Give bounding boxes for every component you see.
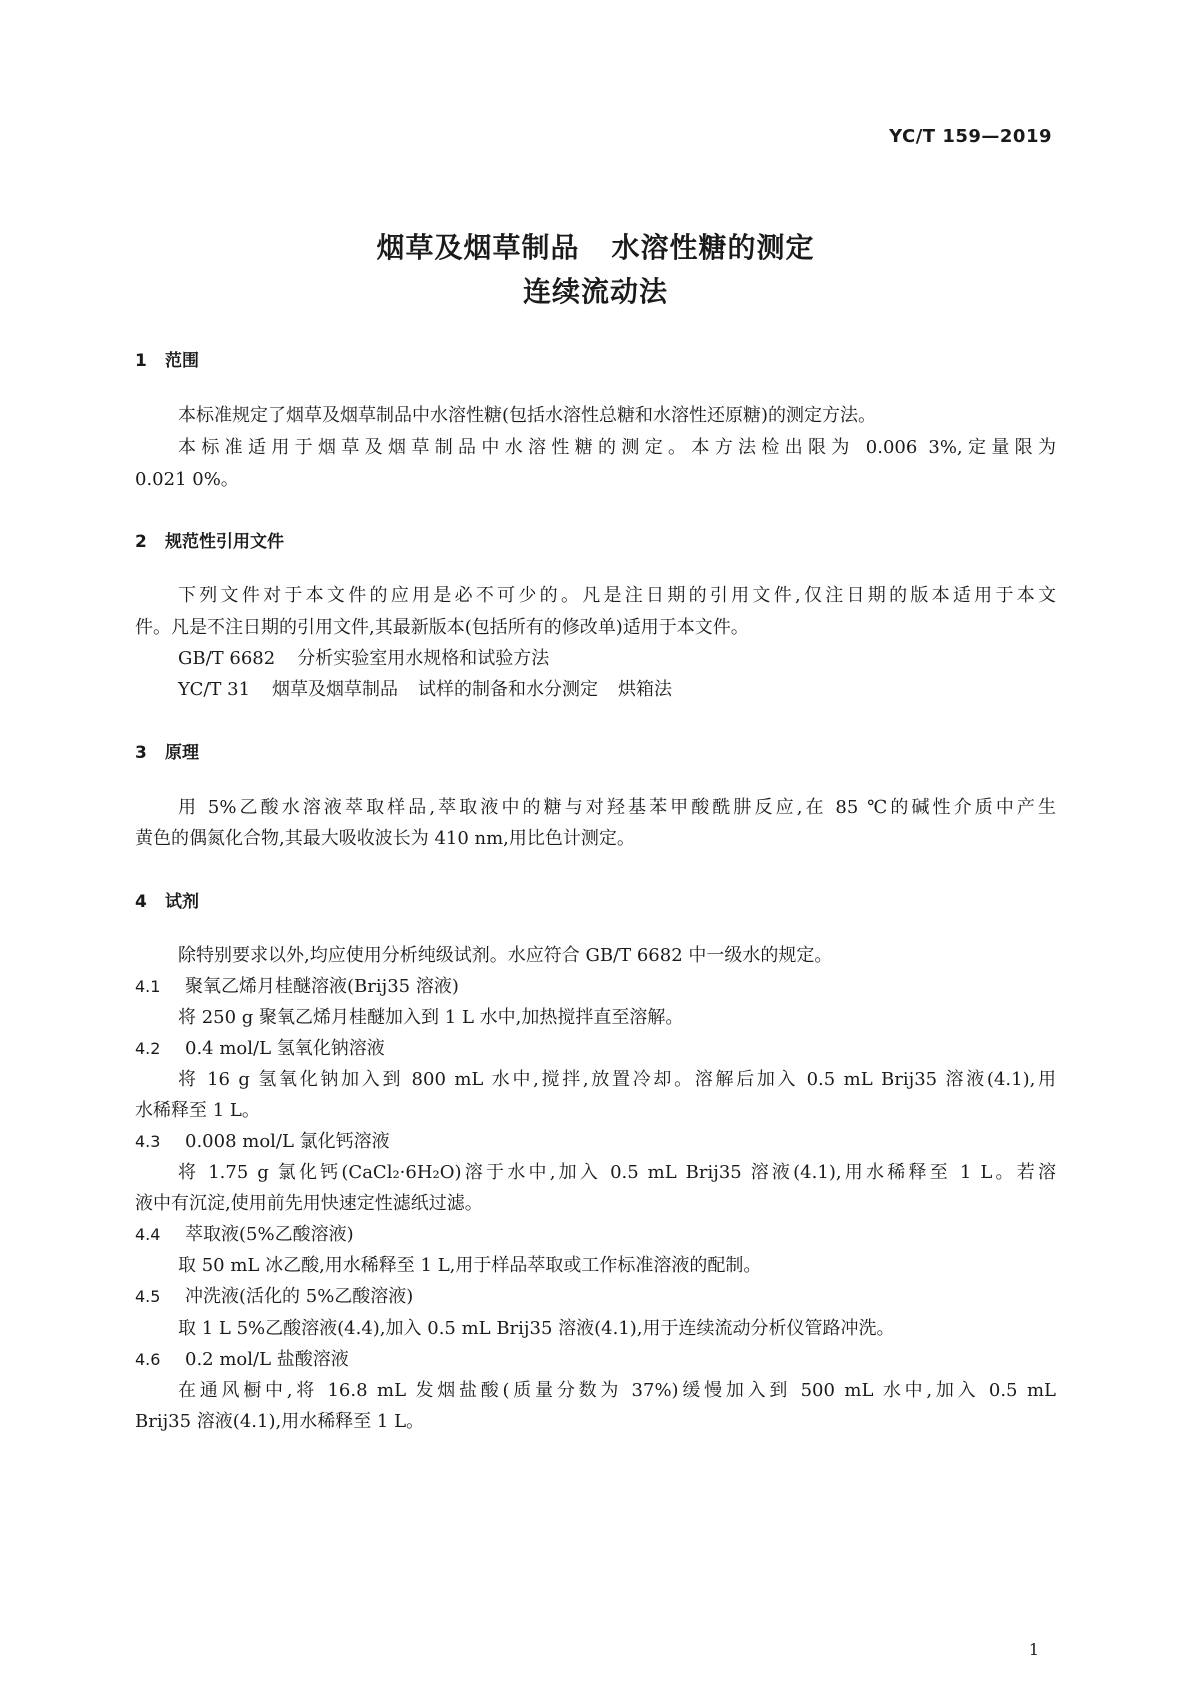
section-number: 1 <box>135 351 147 371</box>
normative-reference <box>178 648 549 670</box>
title-part2: 水溶性糖的测定 <box>611 231 815 264</box>
clause-title: 0.4 mol/L 氢氧化钠溶液 <box>185 1038 385 1059</box>
section-title: 试剂 <box>165 892 199 912</box>
section-number: 2 <box>135 532 147 552</box>
paragraph: 将 16 g 氢氧化钠加入到 800 mL 水中,搅拌,放置冷却。溶解后加入 0.5 mL Brij35 溶液(4.1),用 <box>178 1069 1056 1090</box>
clause-heading-4-3 <box>135 1131 390 1153</box>
paragraph: 0.021 0%。 <box>135 469 239 490</box>
section-title: 范围 <box>165 351 199 371</box>
standard-number: YC/T 159—2019 <box>889 126 1052 147</box>
document-title-line2: 连续流动法 <box>522 275 668 308</box>
section-number: 4 <box>135 892 147 912</box>
clause-number: 4.6 <box>135 1350 161 1369</box>
paragraph: 除特别要求以外,均应使用分析纯级试剂。水应符合 GB/T 6682 中一级水的规定。 <box>178 945 833 966</box>
clause-heading-4-5 <box>135 1286 413 1308</box>
clause-number: 4.2 <box>135 1039 161 1058</box>
section-heading-1 <box>135 346 199 371</box>
section-heading-3 <box>135 738 199 763</box>
reference-title: 烘箱法 <box>618 679 673 700</box>
clause-number: 4.1 <box>135 977 161 996</box>
section-title: 规范性引用文件 <box>165 532 284 552</box>
clause-heading-4-1 <box>135 976 459 998</box>
clause-title: 萃取液(5%乙酸溶液) <box>185 1224 354 1245</box>
section-heading-2 <box>135 527 284 552</box>
section-heading-4 <box>135 887 199 912</box>
clause-heading-4-2 <box>135 1038 385 1060</box>
reference-title: 分析实验室用水规格和试验方法 <box>297 648 550 669</box>
reference-title: 烟草及烟草制品 <box>272 679 399 700</box>
reference-code: YC/T 31 <box>178 679 251 700</box>
paragraph: 取 1 L 5%乙酸溶液(4.4),加入 0.5 mL Brij35 溶液(4.1),用于连续流动分析仪管路冲洗。 <box>178 1318 895 1339</box>
clause-title: 0.2 mol/L 盐酸溶液 <box>185 1349 349 1370</box>
paragraph: 本标准规定了烟草及烟草制品中水溶性糖(包括水溶性总糖和水溶性还原糖)的测定方法。 <box>178 405 877 426</box>
paragraph: 水稀释至 1 L。 <box>135 1100 260 1121</box>
paragraph: 液中有沉淀,使用前先用快速定性滤纸过滤。 <box>135 1193 483 1214</box>
clause-number: 4.3 <box>135 1132 161 1151</box>
paragraph: Brij35 溶液(4.1),用水稀释至 1 L。 <box>135 1411 425 1432</box>
reference-title: 试样的制备和水分测定 <box>418 679 599 700</box>
paragraph: 黄色的偶氮化合物,其最大吸收波长为 410 nm,用比色计测定。 <box>135 828 635 849</box>
paragraph: 下列文件对于本文件的应用是必不可少的。凡是注日期的引用文件,仅注日期的版本适用于本文 <box>178 585 1056 606</box>
reference-code: GB/T 6682 <box>178 648 276 669</box>
document-title-line1 <box>0 226 1191 266</box>
clause-heading-4-6 <box>135 1349 349 1371</box>
section-title: 原理 <box>165 743 199 763</box>
clause-heading-4-4 <box>135 1224 354 1246</box>
paragraph: 件。凡是不注日期的引用文件,其最新版本(包括所有的修改单)适用于本文件。 <box>135 617 749 638</box>
paragraph: 在通风橱中,将 16.8 mL 发烟盐酸(质量分数为 37%)缓慢加入到 500 mL 水中,加入 0.5 mL <box>178 1380 1056 1401</box>
clause-title: 0.008 mol/L 氯化钙溶液 <box>185 1131 390 1152</box>
paragraph: 将 1.75 g 氯化钙(CaCl₂·6H₂O)溶于水中,加入 0.5 mL Brij35 溶液(4.1),用水稀释至 1 L。若溶 <box>178 1162 1056 1183</box>
title-part1: 烟草及烟草制品 <box>376 231 580 264</box>
paragraph: 本标准适用于烟草及烟草制品中水溶性糖的测定。本方法检出限为 0.006 3%,定量限为 <box>178 437 1056 458</box>
clause-number: 4.4 <box>135 1225 161 1244</box>
normative-reference <box>178 679 672 701</box>
clause-title: 冲洗液(活化的 5%乙酸溶液) <box>185 1286 414 1307</box>
paragraph: 将 250 g 聚氧乙烯月桂醚加入到 1 L 水中,加热搅拌直至溶解。 <box>178 1007 684 1028</box>
clause-number: 4.5 <box>135 1287 161 1306</box>
paragraph: 用 5%乙酸水溶液萃取样品,萃取液中的糖与对羟基苯甲酸酰肼反应,在 85 ℃的碱性介质中产生 <box>178 797 1056 818</box>
page-number: 1 <box>1028 1640 1039 1659</box>
paragraph: 取 50 mL 冰乙酸,用水稀释至 1 L,用于样品萃取或工作标准溶液的配制。 <box>178 1255 762 1276</box>
section-number: 3 <box>135 743 147 763</box>
clause-title: 聚氧乙烯月桂醚溶液(Brij35 溶液) <box>185 976 459 997</box>
